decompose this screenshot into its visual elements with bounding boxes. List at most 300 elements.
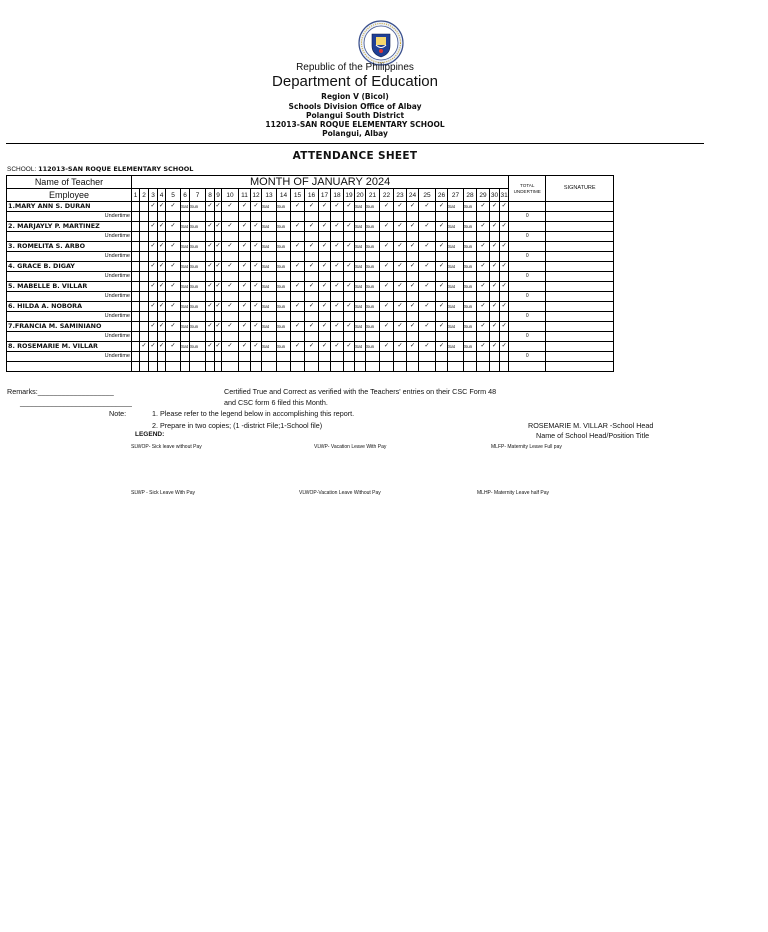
sat-cell: Sat (448, 202, 464, 212)
undertime-cell (305, 312, 319, 322)
day-header-3: 3 (149, 189, 158, 202)
present-check: ✓ (436, 202, 448, 212)
present-check: ✓ (239, 282, 251, 292)
undertime-cell (158, 272, 166, 282)
present-check: ✓ (149, 222, 158, 232)
present-check: ✓ (215, 202, 222, 212)
empty-cell (291, 362, 305, 372)
undertime-cell (222, 332, 239, 342)
present-check: ✓ (251, 282, 262, 292)
undertime-cell (215, 232, 222, 242)
name-header: Name of Teacher (7, 176, 132, 189)
day-header-23: 23 (394, 189, 407, 202)
present-check: ✓ (166, 302, 181, 312)
present-check: ✓ (291, 262, 305, 272)
day-header-28: 28 (464, 189, 477, 202)
undertime-cell (262, 292, 277, 302)
day-header-5: 5 (166, 189, 181, 202)
undertime-row (7, 212, 614, 222)
undertime-cell (291, 252, 305, 262)
undertime-cell (132, 312, 140, 322)
undertime-cell (490, 232, 500, 242)
present-check: ✓ (158, 202, 166, 212)
total-undertime-cell (509, 262, 546, 272)
empty-cell (206, 362, 215, 372)
undertime-cell (344, 332, 355, 342)
undertime-cell (436, 312, 448, 322)
undertime-cell (490, 312, 500, 322)
empty-cell (477, 362, 490, 372)
undertime-cell (331, 332, 344, 342)
present-check: ✓ (251, 262, 262, 272)
undertime-cell (464, 232, 477, 242)
sat-cell: Sat (448, 302, 464, 312)
undertime-cell (419, 232, 436, 242)
day-header-8: 8 (206, 189, 215, 202)
undertime-label: Undertime (7, 332, 132, 342)
signature-cell[interactable] (546, 242, 614, 252)
sun-cell: Sun (366, 222, 380, 232)
sat-cell: Sat (355, 342, 366, 352)
present-check: ✓ (158, 322, 166, 332)
present-check: ✓ (407, 282, 419, 292)
undertime-cell (319, 252, 331, 262)
empty-cell (140, 262, 149, 272)
sat-cell: Sat (355, 202, 366, 212)
undertime-cell (477, 352, 490, 362)
undertime-cell (464, 352, 477, 362)
undertime-cell (190, 232, 206, 242)
present-check: ✓ (380, 222, 394, 232)
present-check: ✓ (331, 262, 344, 272)
undertime-cell (206, 352, 215, 362)
undertime-cell (464, 332, 477, 342)
sat-cell: Sat (262, 242, 277, 252)
sun-cell: Sun (190, 202, 206, 212)
signature-cell[interactable] (546, 202, 614, 212)
present-check: ✓ (407, 202, 419, 212)
undertime-cell (149, 312, 158, 322)
undertime-cell (355, 312, 366, 322)
present-check: ✓ (239, 202, 251, 212)
present-check: ✓ (394, 222, 407, 232)
present-check: ✓ (206, 222, 215, 232)
sun-cell: Sun (366, 322, 380, 332)
present-check: ✓ (158, 342, 166, 352)
total-undertime-cell (509, 282, 546, 292)
day-header-15: 15 (291, 189, 305, 202)
sun-cell: Sun (366, 242, 380, 252)
undertime-label: Undertime (7, 292, 132, 302)
present-check: ✓ (331, 202, 344, 212)
district-line: Polangui South District (305, 111, 405, 120)
undertime-label: Undertime (7, 212, 132, 222)
undertime-cell (380, 272, 394, 282)
empty-cell (166, 362, 181, 372)
undertime-cell (181, 312, 190, 322)
sat-cell: Sat (448, 262, 464, 272)
empty-cell (355, 362, 366, 372)
sun-cell: Sun (190, 342, 206, 352)
sun-cell: Sun (277, 262, 291, 272)
undertime-cell (500, 272, 509, 282)
sat-cell: Sat (355, 242, 366, 252)
undertime-cell (262, 252, 277, 262)
undertime-cell (477, 212, 490, 222)
present-check: ✓ (344, 342, 355, 352)
empty-cell (407, 362, 419, 372)
present-check: ✓ (251, 222, 262, 232)
undertime-cell (190, 312, 206, 322)
present-check: ✓ (344, 242, 355, 252)
sat-cell: Sat (355, 222, 366, 232)
present-check: ✓ (331, 302, 344, 312)
total-undertime-cell (509, 222, 546, 232)
undertime-cell (166, 332, 181, 342)
signature-cell[interactable] (546, 272, 614, 282)
sun-cell: Sun (277, 222, 291, 232)
undertime-cell (291, 332, 305, 342)
signature-cell[interactable] (546, 312, 614, 322)
empty-cell (251, 362, 262, 372)
undertime-label: Undertime (7, 352, 132, 362)
undertime-cell (291, 352, 305, 362)
undertime-cell (355, 292, 366, 302)
present-check: ✓ (222, 322, 239, 332)
empty-cell (149, 362, 158, 372)
sat-cell: Sat (448, 242, 464, 252)
undertime-cell (215, 252, 222, 262)
undertime-cell (239, 272, 251, 282)
undertime-cell (464, 212, 477, 222)
undertime-cell (149, 232, 158, 242)
undertime-cell (331, 292, 344, 302)
deped-seal-logo (358, 20, 404, 66)
present-check: ✓ (477, 302, 490, 312)
present-check: ✓ (490, 342, 500, 352)
undertime-cell (239, 332, 251, 342)
undertime-row (7, 272, 614, 282)
present-check: ✓ (215, 282, 222, 292)
undertime-cell (500, 252, 509, 262)
sat-cell: Sat (448, 222, 464, 232)
employee-row (7, 262, 614, 272)
present-check: ✓ (419, 242, 436, 252)
empty-cell (366, 362, 380, 372)
present-check: ✓ (344, 202, 355, 212)
sat-cell: Sat (262, 342, 277, 352)
present-check: ✓ (419, 262, 436, 272)
present-check: ✓ (291, 242, 305, 252)
total-undertime-value: 0 (509, 332, 546, 342)
undertime-cell (262, 312, 277, 322)
undertime-cell (305, 212, 319, 222)
present-check: ✓ (344, 222, 355, 232)
undertime-cell (222, 232, 239, 242)
present-check: ✓ (419, 322, 436, 332)
present-check: ✓ (419, 302, 436, 312)
undertime-cell (366, 312, 380, 322)
present-check: ✓ (239, 342, 251, 352)
sun-cell: Sun (277, 282, 291, 292)
day-header-21: 21 (366, 189, 380, 202)
undertime-cell (477, 332, 490, 342)
empty-cell (344, 362, 355, 372)
undertime-cell (206, 292, 215, 302)
undertime-cell (477, 292, 490, 302)
undertime-cell (355, 332, 366, 342)
present-check: ✓ (407, 322, 419, 332)
present-check: ✓ (305, 322, 319, 332)
present-check: ✓ (419, 202, 436, 212)
undertime-cell (251, 272, 262, 282)
legend-label: LEGEND: (135, 431, 165, 438)
undertime-cell (380, 292, 394, 302)
sat-cell: Sat (262, 302, 277, 312)
school-head-name: ROSEMARIE M. VILLAR -School Head (528, 421, 654, 430)
undertime-cell (277, 252, 291, 262)
undertime-cell (251, 332, 262, 342)
undertime-cell (181, 352, 190, 362)
empty-cell (140, 282, 149, 292)
present-check: ✓ (477, 342, 490, 352)
day-header-18: 18 (331, 189, 344, 202)
undertime-cell (490, 332, 500, 342)
undertime-cell (305, 232, 319, 242)
present-check: ✓ (331, 242, 344, 252)
employee-name: 2. MARJAYLY P. MARTINEZ (7, 222, 132, 232)
undertime-cell (166, 232, 181, 242)
employee-name: 8. ROSEMARIE M. VILLAR (7, 342, 132, 352)
present-check: ✓ (490, 222, 500, 232)
present-check: ✓ (206, 202, 215, 212)
empty-cell (222, 362, 239, 372)
day-header-4: 4 (158, 189, 166, 202)
present-check: ✓ (166, 202, 181, 212)
present-check: ✓ (215, 322, 222, 332)
empty-cell (140, 322, 149, 332)
undertime-cell (206, 232, 215, 242)
day-header-27: 27 (448, 189, 464, 202)
present-check: ✓ (477, 202, 490, 212)
undertime-row (7, 252, 614, 262)
present-check: ✓ (436, 262, 448, 272)
present-check: ✓ (158, 262, 166, 272)
empty-cell (509, 362, 546, 372)
present-check: ✓ (394, 202, 407, 212)
undertime-cell (140, 292, 149, 302)
day-header-6: 6 (181, 189, 190, 202)
present-check: ✓ (477, 282, 490, 292)
empty-cell (394, 362, 407, 372)
sun-cell: Sun (190, 322, 206, 332)
sun-cell: Sun (190, 222, 206, 232)
empty-cell (448, 362, 464, 372)
present-check: ✓ (215, 242, 222, 252)
undertime-cell (149, 252, 158, 262)
undertime-cell (500, 352, 509, 362)
employee-name: 3. ROMELITA S. ARBO (7, 242, 132, 252)
undertime-cell (319, 352, 331, 362)
school-head-caption: Name of School Head/Position Title (536, 431, 650, 440)
present-check: ✓ (477, 322, 490, 332)
present-check: ✓ (291, 302, 305, 312)
empty-cell (7, 362, 132, 372)
present-check: ✓ (344, 282, 355, 292)
sun-cell: Sun (464, 302, 477, 312)
sun-cell: Sun (464, 322, 477, 332)
employee-row (7, 202, 614, 212)
undertime-cell (181, 332, 190, 342)
present-check: ✓ (158, 242, 166, 252)
employee-name: 7.FRANCIA M. SAMINIANO (7, 322, 132, 332)
header-divider (6, 143, 704, 144)
empty-cell (190, 362, 206, 372)
signature-cell[interactable] (546, 332, 614, 342)
present-check: ✓ (291, 342, 305, 352)
employee-name: 6. HILDA A. NOBORA (7, 302, 132, 312)
undertime-cell (366, 232, 380, 242)
sat-cell: Sat (262, 262, 277, 272)
undertime-cell (394, 272, 407, 282)
present-check: ✓ (222, 342, 239, 352)
employee-row (7, 302, 614, 312)
town-line: Polangui, Albay (322, 129, 388, 138)
undertime-cell (206, 212, 215, 222)
sat-cell: Sat (181, 302, 190, 312)
total-undertime-value: 0 (509, 292, 546, 302)
undertime-cell (500, 232, 509, 242)
signature-cell[interactable] (546, 232, 614, 242)
undertime-cell (490, 272, 500, 282)
undertime-row (7, 312, 614, 322)
signature-cell[interactable] (546, 282, 614, 292)
undertime-cell (215, 352, 222, 362)
empty-cell (132, 302, 140, 312)
present-check: ✓ (291, 322, 305, 332)
division-line: Schools Division Office of Albay (288, 102, 422, 111)
department-name: Department of Education (272, 73, 438, 90)
undertime-cell (394, 352, 407, 362)
undertime-cell (291, 292, 305, 302)
present-check: ✓ (500, 262, 509, 272)
signature-cell[interactable] (546, 302, 614, 312)
undertime-cell (132, 212, 140, 222)
undertime-cell (239, 312, 251, 322)
undertime-cell (344, 232, 355, 242)
present-check: ✓ (436, 302, 448, 312)
empty-cell (490, 362, 500, 372)
signature-cell[interactable] (546, 262, 614, 272)
undertime-cell (222, 252, 239, 262)
undertime-cell (140, 232, 149, 242)
present-check: ✓ (305, 302, 319, 312)
sun-cell: Sun (366, 302, 380, 312)
undertime-row (7, 332, 614, 342)
undertime-cell (477, 312, 490, 322)
undertime-cell (262, 352, 277, 362)
undertime-cell (277, 312, 291, 322)
present-check: ✓ (419, 342, 436, 352)
signature-cell[interactable] (546, 352, 614, 362)
sun-cell: Sun (277, 302, 291, 312)
present-check: ✓ (407, 222, 419, 232)
present-check: ✓ (436, 342, 448, 352)
undertime-cell (291, 272, 305, 282)
undertime-label: Undertime (7, 272, 132, 282)
signature-cell[interactable] (546, 252, 614, 262)
sun-cell: Sun (190, 262, 206, 272)
undertime-cell (158, 292, 166, 302)
empty-cell (132, 282, 140, 292)
present-check: ✓ (239, 262, 251, 272)
undertime-cell (305, 292, 319, 302)
undertime-cell (448, 252, 464, 262)
region-line: Region V (Bicol) (321, 92, 389, 101)
undertime-cell (305, 332, 319, 342)
undertime-cell (436, 272, 448, 282)
undertime-cell (149, 292, 158, 302)
present-check: ✓ (436, 322, 448, 332)
signature-cell[interactable] (546, 222, 614, 232)
undertime-cell (277, 272, 291, 282)
total-undertime-cell (509, 322, 546, 332)
sun-cell: Sun (366, 262, 380, 272)
undertime-cell (490, 252, 500, 262)
sun-cell: Sun (277, 342, 291, 352)
total-undertime-value: 0 (509, 352, 546, 362)
empty-cell (140, 202, 149, 212)
attendance-table (6, 175, 614, 372)
undertime-cell (380, 352, 394, 362)
signature-cell[interactable] (546, 292, 614, 302)
empty-cell (331, 362, 344, 372)
undertime-cell (140, 252, 149, 262)
undertime-cell (291, 232, 305, 242)
empty-cell (262, 362, 277, 372)
undertime-cell (394, 332, 407, 342)
signature-cell[interactable] (546, 322, 614, 332)
undertime-cell (222, 352, 239, 362)
undertime-cell (355, 252, 366, 262)
present-check: ✓ (477, 242, 490, 252)
present-check: ✓ (419, 282, 436, 292)
present-check: ✓ (331, 282, 344, 292)
undertime-label: Undertime (7, 312, 132, 322)
legend-slwp: SLWP - Sick Leave With Pay (131, 490, 196, 496)
signature-cell[interactable] (546, 212, 614, 222)
sun-cell: Sun (277, 202, 291, 212)
undertime-cell (331, 272, 344, 282)
present-check: ✓ (206, 282, 215, 292)
undertime-cell (380, 312, 394, 322)
undertime-cell (277, 232, 291, 242)
sat-cell: Sat (181, 202, 190, 212)
total-undertime-cell (509, 202, 546, 212)
undertime-label: Undertime (7, 252, 132, 262)
present-check: ✓ (239, 222, 251, 232)
undertime-cell (344, 292, 355, 302)
signature-cell[interactable] (546, 342, 614, 352)
undertime-cell (305, 272, 319, 282)
undertime-cell (436, 292, 448, 302)
undertime-cell (251, 312, 262, 322)
present-check: ✓ (222, 242, 239, 252)
undertime-cell (215, 212, 222, 222)
undertime-cell (331, 312, 344, 322)
present-check: ✓ (490, 282, 500, 292)
undertime-cell (366, 272, 380, 282)
